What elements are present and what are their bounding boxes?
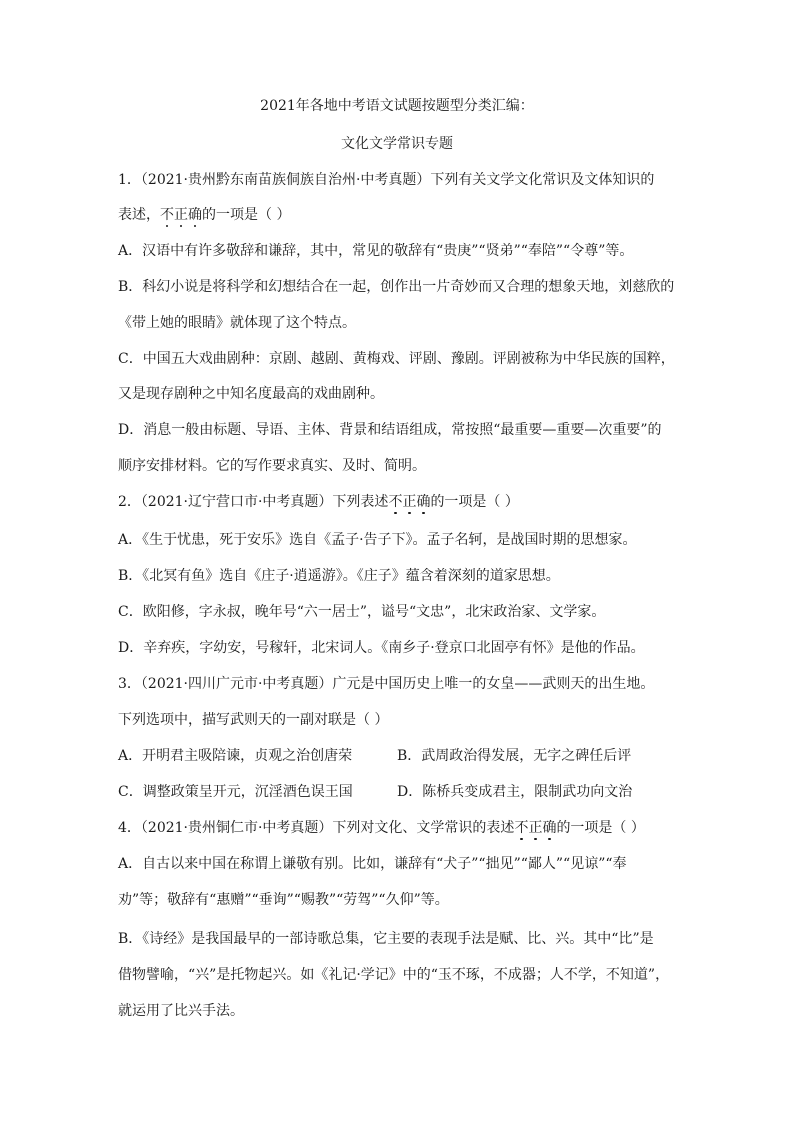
q1-option-d-line2: 顺序安排材料。它的写作要求真实、及时、简明。 xyxy=(118,458,426,474)
q4-option-b-line3: 就运用了比兴手法。 xyxy=(118,1003,244,1019)
emphasis-char: 确 xyxy=(188,207,202,223)
document-title: 2021年各地中考语文试题按题型分类汇编： xyxy=(260,98,534,114)
q2-stem-text: 的一项是（ ） xyxy=(430,494,519,510)
q3-stem-line1: 3．（2021·四川广元市·中考真题）广元是中国历史上唯一的女皇——武则天的出生地。 xyxy=(118,676,655,692)
emphasis-char: 正 xyxy=(402,494,417,510)
q2-stem xyxy=(118,492,519,512)
q2-option-a: A．《生于忧患，死于安乐》选自《孟子·告子下》。孟子名轲，是战国时期的思想家。 xyxy=(118,532,637,548)
q2-option-b: B．《北冥有鱼》选自《庄子·逍遥游》。《庄子》蕴含着深刻的道家思想。 xyxy=(118,568,560,584)
q4-stem xyxy=(118,818,645,838)
q4-stem-text: 的一项是（ ） xyxy=(556,820,645,836)
q1-stem-line1: 1．（2021·贵州黔东南苗族侗族自治州·中考真题）下列有关文学文化常识及文体知识的 xyxy=(118,172,655,188)
q1-stem-text: 表述， xyxy=(118,207,160,223)
q1-option-b-line2: 《带上她的眼睛》就体现了这个特点。 xyxy=(118,315,356,331)
q3-option-d: D．陈桥兵变成君主，限制武功向文治 xyxy=(397,784,633,800)
q3-stem-line2: 下列选项中，描写武则天的一副对联是（ ） xyxy=(118,712,389,728)
q2-option-d: D．辛弃疾，字幼安，号稼轩，北宋词人。《南乡子·登京口北固亭有怀》是他的作品。 xyxy=(118,640,645,656)
q1-option-a: A．汉语中有许多敬辞和谦辞，其中，常见的敬辞有“贵庚”“贤弟”“奉陪”“令尊”等。 xyxy=(118,243,634,259)
document-subtitle: 文化文学常识专题 xyxy=(341,136,453,152)
q1-option-d-line1: D．消息一般由标题、导语、主体、背景和结语组成，常按照“最重要—重要—次重要”的 xyxy=(118,422,662,438)
emphasis-char: 不 xyxy=(514,820,529,836)
q4-option-a-line1: A．自古以来中国在称谓上谦敬有别。比如，谦辞有“犬子”“拙见”“鄙人”“见谅”“奉 xyxy=(118,856,627,872)
q2-stem-text: 2．（2021·辽宁营口市·中考真题）下列表述 xyxy=(118,494,389,510)
emphasis-char: 不 xyxy=(388,494,403,510)
q4-option-b-line2: 借物譬喻，“兴”是托物起兴。如《礼记·学记》中的“玉不琢，不成器；人不学，不知道”， xyxy=(118,967,670,983)
emphasis-char: 正 xyxy=(528,820,543,836)
q3-option-a: A．开明君主吸陪谏，贞观之治创唐荣 xyxy=(118,748,353,764)
q4-stem-text: 4．（2021·贵州铜仁市·中考真题）下列对文化、文学常识的表述 xyxy=(118,820,515,836)
emphasis-char: 确 xyxy=(416,494,431,510)
q1-option-c-line2: 又是现存剧种之中知名度最高的戏曲剧种。 xyxy=(118,386,384,402)
emphasis-char: 正 xyxy=(174,207,188,223)
emphasis-char: 确 xyxy=(542,820,557,836)
emphasis-char: 不 xyxy=(160,207,174,223)
q1-stem-text: 的一项是（ ） xyxy=(202,207,291,223)
q1-option-c-line1: C．中国五大戏曲剧种：京剧、越剧、黄梅戏、评剧、豫剧。评剧被称为中华民族的国粹， xyxy=(118,351,675,367)
q4-option-b-line1: B．《诗经》是我国最早的一部诗歌总集，它主要的表现手法是赋、比、兴。其中“比”是 xyxy=(118,931,654,947)
q4-option-a-line2: 劝”等；敬辞有“惠赠”“垂询”“赐教”“劳驾”“久仰”等。 xyxy=(118,892,449,908)
q3-option-b: B．武周政治得发展，无字之碑任后评 xyxy=(397,748,632,764)
q2-option-c: C．欧阳修，字永叔，晚年号“六一居士”，谥号“文忠”，北宋政治家、文学家。 xyxy=(118,604,606,620)
q3-option-c: C．调整政策呈开元，沉淫酒色误王国 xyxy=(118,784,353,800)
q1-option-b-line1: B．科幻小说是将科学和幻想结合在一起，创作出一片奇妙而又合理的想象天地，刘慈欣的 xyxy=(118,279,675,295)
q1-stem-line2 xyxy=(118,205,290,225)
